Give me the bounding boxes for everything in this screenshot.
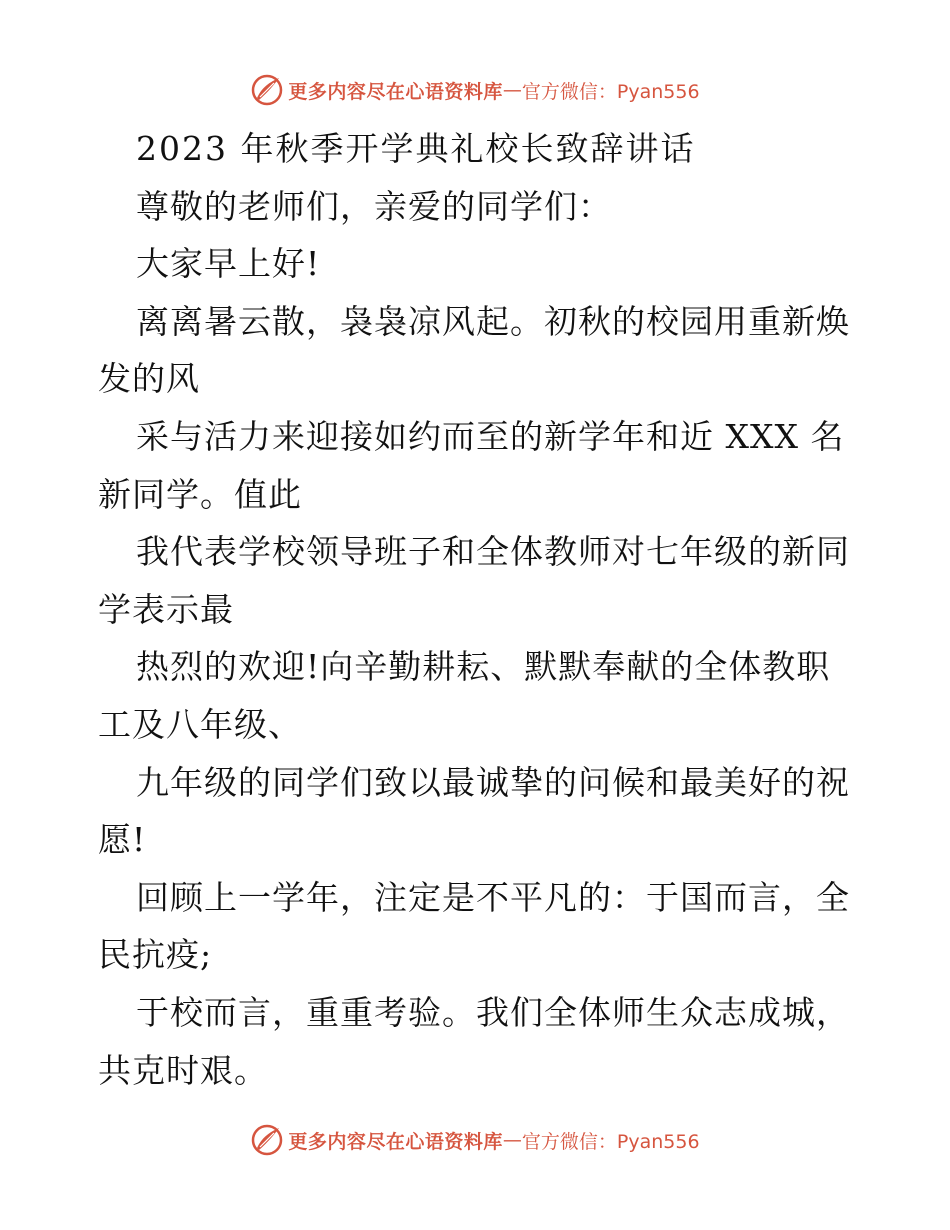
- salutation: 尊敬的老师们，亲爱的同学们：: [136, 186, 612, 226]
- footer-watermark: [0, 1118, 950, 1162]
- greeting: 大家早上好!: [136, 244, 321, 284]
- paragraph: 九年级的同学们致以最诚挚的问候和最美好的祝愿!: [98, 762, 850, 860]
- watermark-contact: 官方微信：Pyan556: [521, 1130, 700, 1153]
- paragraph: 采与活力来迎接如约而至的新学年和近 XXX 名新同学。值此: [98, 416, 845, 514]
- document-title: 2023 年秋季开学典礼校长致辞讲话: [136, 129, 696, 168]
- watermark-contact: 官方微信：Pyan556: [521, 80, 700, 103]
- paragraph: 热烈的欢迎!向辛勤耕耘、默默奉献的全体教职工及八年级、: [98, 647, 831, 744]
- watermark-dash: —: [502, 79, 522, 101]
- paragraph: 于校而言，重重考验。我们全体师生众志成城，共克时艰。: [98, 992, 850, 1090]
- watermark-text: 更多内容尽在心语资料库: [288, 80, 503, 103]
- paragraph: 我代表学校领导班子和全体教师对七年级的新同学表示最: [98, 532, 850, 629]
- quill-seal-icon: [250, 73, 284, 107]
- paragraph: 回顾上一学年，注定是不平凡的：于国而言，全民抗疫;: [98, 877, 850, 975]
- quill-seal-icon: [250, 1123, 284, 1157]
- document-body: [98, 120, 858, 1099]
- paragraph: 离离暑云散，袅袅凉风起。初秋的校园用重新焕发的风: [98, 301, 850, 399]
- watermark-dash: —: [502, 1129, 522, 1151]
- watermark-text: 更多内容尽在心语资料库: [288, 1130, 503, 1153]
- header-watermark: [0, 68, 950, 112]
